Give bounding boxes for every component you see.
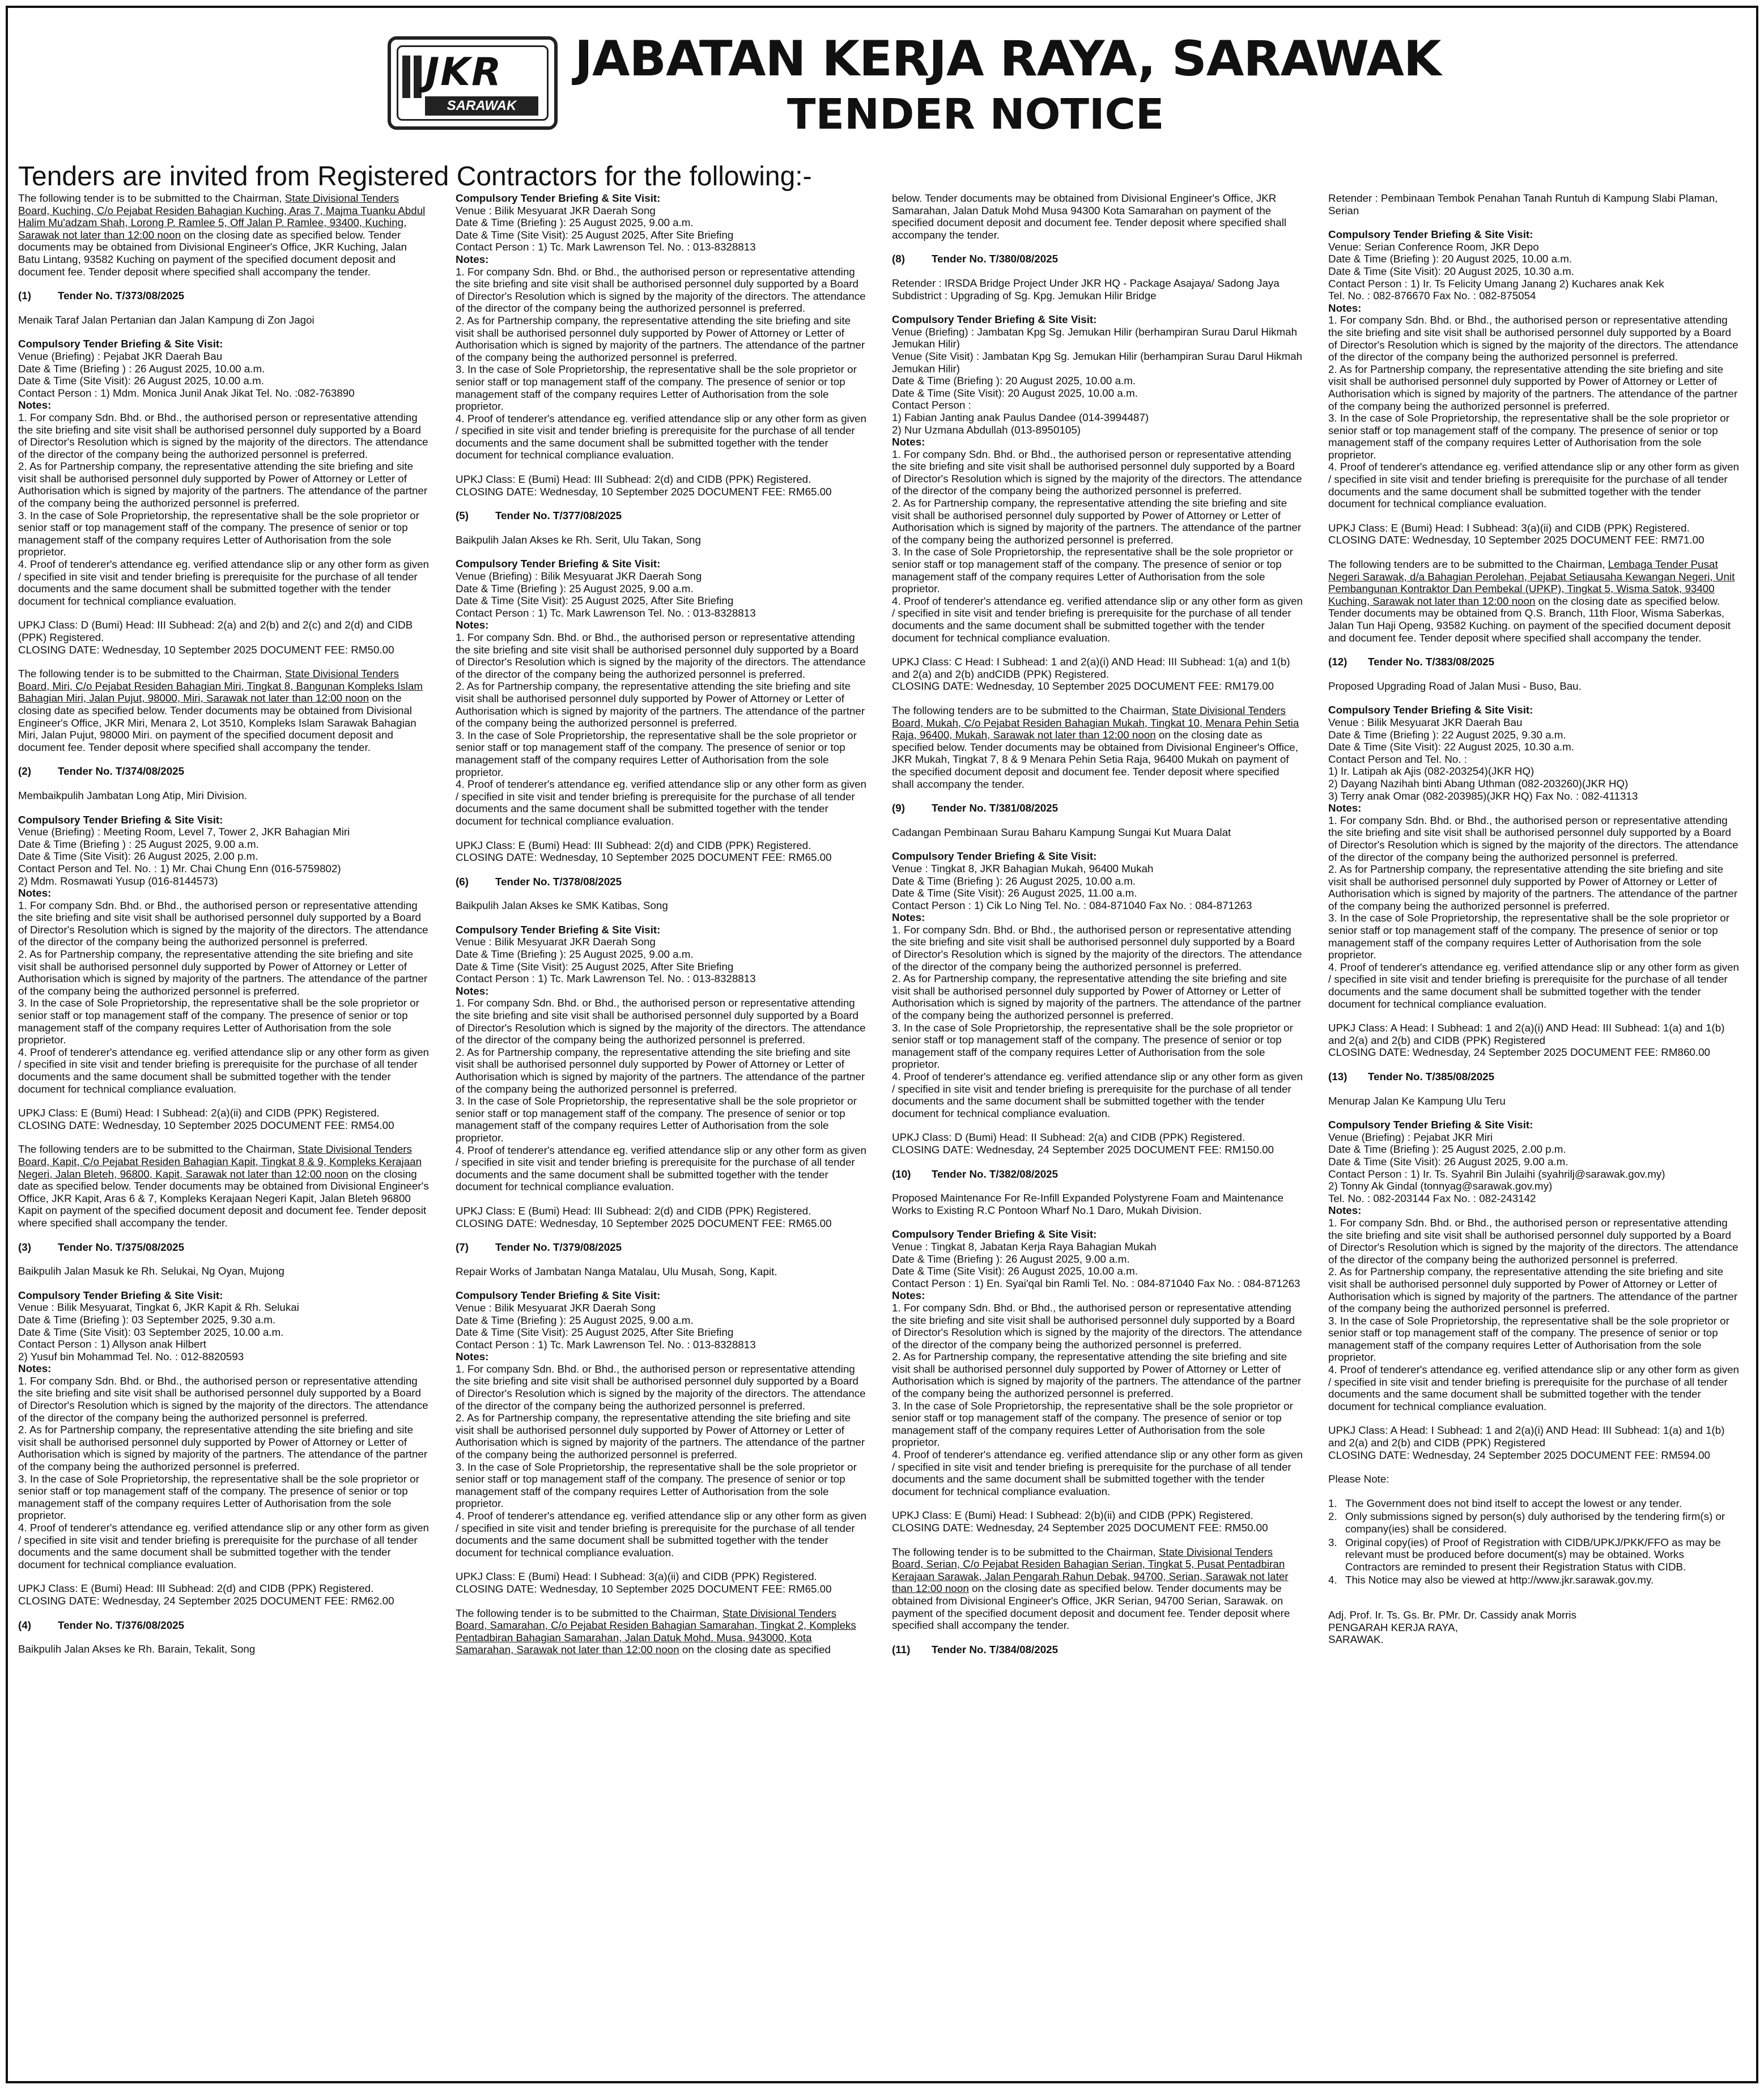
submission-kuching: The following tender is to be submitted to the Chairman, State Divisional Tenders Board, Kuching, C/o Pejabat Residen Bahagian Kuching, Aras 7, Majma Tuanku Abdul Halim Mu'adzam Shah, Lorong P. Ramlee 5, Off Jalan P. Ramlee, 93400, Kuching, Sarawak not later than 12:00 noon on the closing date as specified below. Tender documents may be obtained from Divisional Engineer's Office, JKR Kuching, Jalan Batu Lintang, 93582 Kuching on payment of the specified document deposit and document fee. Tender deposit where specified shall accompany the tender. xyxy=(18,192,426,278)
tender-class: UPKJ Class: A Head: I Subhead: 1 and 2(a)(i) AND Head: III Subhead: 1(a) and 1(b) and 2(a) and 2(b) and CIDB (PPK) Registered CLOSING DATE: Wednesday, 24 September 2025 DOCUMENT FEE: RM860.00 xyxy=(1328,1022,1725,1059)
column-4 xyxy=(1328,192,1739,2079)
tender-title: Baikpulih Jalan Akses ke SMK Katibas, Song xyxy=(456,899,668,912)
tender-class: UPKJ Class: E (Bumi) Head: III Subhead: 2(d) and CIDB (PPK) Registered. CLOSING DATE: Wednesday, 24 September 2025 DOCUMENT FEE: RM62.00 xyxy=(18,1582,394,1607)
jkr-logo xyxy=(388,36,558,130)
tender-title: Retender : Pembinaan Tembok Penahan Tanah Runtuh di Kampung Slabi Plaman, Serian xyxy=(1328,192,1718,216)
tender-class: UPKJ Class: D (Bumi) Head: II Subhead: 2(a) and CIDB (PPK) Registered. CLOSING DATE: Wednesday, 24 September 2025 DOCUMENT FEE: RM150.00 xyxy=(892,1131,1274,1156)
tender-briefing: Compulsory Tender Briefing & Site Visit: Venue : Tingkat 8, JKR Bahagian Mukah, 96400 Mukah Date & Time (Briefing ): 26 August 2025, 10.00 a.m. Date & Time (Site Visit): 26 August 2025, 11.00 a.m. Contact Person : 1) Cik Lo Ning Tel. No. : 084-871040 Fax No. : 084-871263 Notes: 1. For company Sdn. Bhd. or Bhd., the authorised person or representative attending the site briefing and site visit shall be authorised personnel duly supported by a Board of Director's Resolution which is signed by the majority of the directors. The attendance of the director of the company being the authorized personnel is preferred. 2. As for Partnership company, the representative attending the site briefing and site visit shall be authorised personnel duly supported by Power of Attorney or Letter of Authorisation which is signed by majority of the partners. The attendance of the partner of the company being the authorized personnel is preferred. 3. In the case of Sole Proprietorship, the representative shall be the sole proprietor or senior staff or top management staff of the company. The presence of senior or top management staff of the company requires Letter of Authorisation from the sole proprietor. 4. Proof of tenderer's attendance eg. verified attendance slip or any other form as given / specified in site visit and tender briefing is prerequisite for the purchase of all tender documents and the same document shall be submitted together with the tender document for technical compliance evaluation. xyxy=(892,850,1303,1119)
tender-briefing: Compulsory Tender Briefing & Site Visit: Venue (Briefing) : Meeting Room, Level 7, Tower 2, JKR Bahagian Miri Date & Time (Briefing ) : 25 August 2025, 9.00 a.m. Date & Time (Site Visit): 26 August 2025, 2.00 p.m. Contact Person and Tel. No. : 1) Mr. Chai Chung Enn (016-5759802) 2) Mdm. Rosmawati Yusup (016-8144573) Notes: 1. For company Sdn. Bhd. or Bhd., the authorised person or representative attending the site briefing and site visit shall be authorised personnel duly supported by a Board of Director's Resolution which is signed by the majority of the directors. The attendance of the director of the company being the authorized personnel is preferred. 2. As for Partnership company, the representative attending the site briefing and site visit shall be authorised personnel duly supported by Power of Attorney or Letter of Authorisation which is signed by majority of the partners. The attendance of the partner of the company being the authorized personnel is preferred. 3. In the case of Sole Proprietorship, the representative shall be the sole proprietor or senior staff or top management staff of the company. The presence of senior or top management staff of the company requires Letter of Authorisation from the sole proprietor. 4. Proof of tenderer's attendance eg. verified attendance slip or any other form as given / specified in site visit and tender briefing is prerequisite for the purchase of all tender documents and the same document shall be submitted together with the tender document for technical compliance evaluation. xyxy=(18,813,429,1095)
tender-class: UPKJ Class: A Head: I Subhead: 1 and 2(a)(i) AND Head: III Subhead: 1(a) and 1(b) and 2(a) and 2(b) and CIDB (PPK) Registered CLOSING DATE: Wednesday, 24 September 2025 DOCUMENT FEE: RM594.00 xyxy=(1328,1424,1725,1461)
tender-title: Repair Works of Jambatan Nanga Matalau, Ulu Musah, Song, Kapit. xyxy=(456,1265,777,1277)
tender-class: UPKJ Class: E (Bumi) Head: I Subhead: 2(a)(ii) and CIDB (PPK) Registered. CLOSING DATE: Wednesday, 10 September 2025 DOCUMENT FEE: RM54.00 xyxy=(18,1107,394,1131)
tender-number: (12) Tender No. T/383/08/2025 xyxy=(1328,656,1495,668)
submission-miri: The following tender is to be submitted to the Chairman, State Divisional Tenders Board, Miri, C/o Pejabat Residen Bahagian Miri, Tingkat 8, Bangunan Kompleks Islam Bahagian Miri, Jalan Pujut, 98000, Miri, Sarawak not later than 12:00 noon on the closing date as specified below. Tender documents may be obtained from Divisional Engineer's Office, JKR Miri, Menara 2, Lot 3510, Kompleks Islam Sarawak Bahagian Miri, Jalan Pujut, 98000 Miri. on payment of the specified document deposit and document fee. Tender deposit where specified shall accompany the tender. xyxy=(18,668,423,753)
tender-title: Proposed Upgrading Road of Jalan Musi - Buso, Bau. xyxy=(1328,680,1582,692)
tender-title: Proposed Maintenance For Re-Infill Expanded Polystyrene Foam and Maintenance Works to Existing R.C Pontoon Wharf No.1 Daro, Mukah Division. xyxy=(892,1192,1284,1216)
submission-mukah: The following tenders are to be submitted to the Chairman, State Divisional Tenders Board, Mukah, C/o Pejabat Residen Bahagian Mukah, Tingkat 10, Menara Pehin Setia Raja, 96400, Mukah, Sarawak not later than 12:00 noon on the closing date as specified below. Tender documents may be obtained from Divisional Engineer's Office, JKR Mukah, Tingkat 7, 8 & 9 Menara Pehin Setia Raja, 96400 Mukah on payment of the specified document deposit and document fee. Tender deposit where specified shall accompany the tender. xyxy=(892,704,1299,790)
tender-number: (1) Tender No. T/373/08/2025 xyxy=(18,290,185,302)
tender-class: UPKJ Class: E (Bumi) Head: I Subhead: 3(a)(ii) and CIDB (PPK) Registered. CLOSING DATE: Wednesday, 10 September 2025 DOCUMENT FEE: RM71.00 xyxy=(1328,521,1705,546)
tender-briefing: Compulsory Tender Briefing & Site Visit: Venue : Bilik Mesyuarat JKR Daerah Bau Date & Time (Briefing ): 22 August 2025, 9.30 a.m. Date & Time (Site Visit): 22 August 2025, 10.30 a.m. Contact Person and Tel. No. : 1) Ir. Latipah ak Ajis (082-203254)(JKR HQ) 2) Dayang Nazihah binti Abang Uthman (082-203260)(JKR HQ) 3) Terry anak Omar (082-203985)(JKR HQ) Fax No. : 082-411313 Notes: 1. For company Sdn. Bhd. or Bhd., the authorised person or representative attending the site briefing and site visit shall be authorised personnel duly supported by a Board of Director's Resolution which is signed by the majority of the directors. The attendance of the director of the company being the authorized personnel is preferred. 2. As for Partnership company, the representative attending the site briefing and site visit shall be authorised personnel duly supported by Power of Attorney or Letter of Authorisation which is signed by majority of the partners. The attendance of the partner of the company being the authorized personnel is preferred. 3. In the case of Sole Proprietorship, the representative shall be the sole proprietor or senior staff or top management staff of the company. The presence of senior or top management staff of the company requires Letter of Authorisation from the sole proprietor. 4. Proof of tenderer's attendance eg. verified attendance slip or any other form as given / specified in site visit and tender briefing is prerequisite for the purchase of all tender documents and the same document shall be submitted together with the tender document for technical compliance evaluation. xyxy=(1328,704,1739,1010)
submission-kapit: The following tenders are to be submitted to the Chairman, State Divisional Tenders Board, Kapit, C/o Pejabat Residen Bahagian Kapit, Tingkat 8 & 9, Kompleks Kerajaan Negeri, Jalan Bleteh, 96800, Kapit, Sarawak not later than 12:00 noon on the closing date as specified below. Tender documents may be obtained from Divisional Engineer's Office, JKR Kapit, Aras 6 & 7, Kompleks Kerajaan Negeri Kapit, Jalan Bleteh 96800 Kapit on payment of the specified document deposit and document fee. Tender deposit where specified shall accompany the tender. xyxy=(18,1143,429,1229)
org-title: JABATAN KERJA RAYA, SARAWAK xyxy=(575,31,1441,87)
tender-briefing: Compulsory Tender Briefing & Site Visit: Venue : Bilik Mesyuarat, Tingkat 6, JKR Kapit & Rh. Selukai Date & Time (Briefing ): 03 September 2025, 9.30 a.m. Date & Time (Site Visit): 03 September 2025, 10.00 a.m. Contact Person : 1) Allyson anak Hilbert 2) Yusuf bin Mohammad Tel. No. : 012-8820593 Notes: 1. For company Sdn. Bhd. or Bhd., the authorised person or representative attending the site briefing and site visit shall be authorised personnel duly supported by a Board of Director's Resolution which is signed by the majority of the directors. The attendance of the director of the company being the authorized personnel is preferred. 2. As for Partnership company, the representative attending the site briefing and site visit shall be authorised personnel duly supported by Power of Attorney or Letter of Authorisation which is signed by majority of the partners. The attendance of the partner of the company being the authorized personnel is preferred. 3. In the case of Sole Proprietorship, the representative shall be the sole proprietor or senior staff or top management staff of the company. The presence of senior or top management staff of the company requires Letter of Authorisation from the sole proprietor. 4. Proof of tenderer's attendance eg. verified attendance slip or any other form as given / specified in site visit and tender briefing is prerequisite for the purchase of all tender documents and the same document shall be submitted together with the tender document for technical compliance evaluation. xyxy=(18,1289,429,1570)
tender-briefing: Compulsory Tender Briefing & Site Visit: Venue (Briefing) : Pejabat JKR Miri Date & Time (Briefing ): 25 August 2025, 2.00 p.m. Date & Time (Site Visit): 26 August 2025, 9.00 a.m. Contact Person : 1) Ir. Ts. Syahril Bin Julaihi (syahrilj@sarawak.gov.my) 2) Tonny Ak Gindal (tonnyag@sarawak.gov.my) Tel. No. : 082-203144 Fax No. : 082-243142 Notes: 1. For company Sdn. Bhd. or Bhd., the authorised person or representative attending the site briefing and site visit shall be authorised personnel duly supported by a Board of Director's Resolution which is signed by the majority of the directors. The attendance of the director of the company being the authorized personnel is preferred. 2. As for Partnership company, the representative attending the site briefing and site visit shall be authorised personnel duly supported by Power of Attorney or Letter of Authorisation which is signed by majority of the partners. The attendance of the partner of the company being the authorized personnel is preferred. 3. In the case of Sole Proprietorship, the representative shall be the sole proprietor or senior staff or top management staff of the company. The presence of senior or top management staff of the company requires Letter of Authorisation from the sole proprietor. 4. Proof of tenderer's attendance eg. verified attendance slip or any other form as given / specified in site visit and tender briefing is prerequisite for the purchase of all tender documents and the same document shall be submitted together with the tender document for technical compliance evaluation. xyxy=(1328,1119,1739,1412)
tender-briefing: Compulsory Tender Briefing & Site Visit: Venue (Briefing) : Pejabat JKR Daerah Bau Date & Time (Briefing ) : 26 August 2025, 10.00 a.m. Date & Time (Site Visit): 26 August 2025, 10.00 a.m. Contact Person : 1) Mdm. Monica Junil Anak Jikat Tel. No. :082-763890 Notes: 1. For company Sdn. Bhd. or Bhd., the authorised person or representative attending the site briefing and site visit shall be authorised personnel duly supported by a Board of Director's Resolution which is signed by the majority of the directors. The attendance of the director of the company being the authorized personnel is preferred. 2. As for Partnership company, the representative attending the site briefing and site visit shall be authorised personnel duly supported by Power of Attorney or Letter of Authorisation which is signed by majority of the partners. The attendance of the partner of the company being the authorized personnel is preferred. 3. In the case of Sole Proprietorship, the representative shall be the sole proprietor or senior staff or top management staff of the company. The presence of senior or top management staff of the company requires Letter of Authorisation from the sole proprietor. 4. Proof of tenderer's attendance eg. verified attendance slip or any other form as given / specified in site visit and tender briefing is prerequisite for the purchase of all tender documents and the same document shall be submitted together with the tender document for technical compliance evaluation. xyxy=(18,338,429,607)
doc-title: TENDER NOTICE xyxy=(787,90,1164,139)
tender-number: (13) Tender No. T/385/08/2025 xyxy=(1328,1071,1495,1082)
tender-class: UPKJ Class: E (Bumi) Head: I Subhead: 3(a)(ii) and CIDB (PPK) Registered. CLOSING DATE: Wednesday, 10 September 2025 DOCUMENT FEE: RM65.00 xyxy=(456,1570,832,1595)
tender-title: Menurap Jalan Ke Kampung Ulu Teru xyxy=(1328,1094,1506,1107)
tender-briefing: Compulsory Tender Briefing & Site Visit: Venue : Bilik Mesyuarat JKR Daerah Song Date & Time (Briefing ): 25 August 2025, 9.00 a.m. Date & Time (Site Visit): 25 August 2025, After Site Briefing Contact Person : 1) Tc. Mark Lawrenson Tel. No. : 013-8328813 Notes: 1. For company Sdn. Bhd. or Bhd., the authorised person or representative attending the site briefing and site visit shall be authorised personnel duly supported by a Board of Director's Resolution which is signed by the majority of the directors. The attendance of the director of the company being the authorized personnel is preferred. 2. As for Partnership company, the representative attending the site briefing and site visit shall be authorised personnel duly supported by Power of Attorney or Letter of Authorisation which is signed by majority of the partners. The attendance of the partner of the company being the authorized personnel is preferred. 3. In the case of Sole Proprietorship, the representative shall be the sole proprietor or senior staff or top management staff of the company. The presence of senior or top management staff of the company requires Letter of Authorisation from the sole proprietor. 4. Proof of tenderer's attendance eg. verified attendance slip or any other form as given / specified in site visit and tender briefing is prerequisite for the purchase of all tender documents and the same document shall be submitted together with the tender document for technical compliance evaluation. xyxy=(456,192,866,461)
list-item: 3. Original copy(ies) of Proof of Registration with CIDB/UPKJ/PKK/FFO as may be relevant must be produced before document(s) may be obtained. Works Contractors are reminded to present their Registration Status with CIDB. xyxy=(1328,1536,1721,1573)
tender-briefing: Compulsory Tender Briefing & Site Visit: Venue : Tingkat 8, Jabatan Kerja Raya Bahagian Mukah Date & Time (Briefing ): 26 August 2025, 9.00 a.m. Date & Time (Site Visit): 26 August 2025, 10.00 a.m. Contact Person : 1) En. Syai'qal bin Ramli Tel. No. : 084-871040 Fax No. : 084-871263 Notes: 1. For company Sdn. Bhd. or Bhd., the authorised person or representative attending the site briefing and site visit shall be authorised personnel duly supported by a Board of Director's Resolution which is signed by the majority of the directors. The attendance of the director of the company being the authorized personnel is preferred. 2. As for Partnership company, the representative attending the site briefing and site visit shall be authorised personnel duly supported by Power of Attorney or Letter of Authorisation which is signed by majority of the partners. The attendance of the partner of the company being the authorized personnel is preferred. 3. In the case of Sole Proprietorship, the representative shall be the sole proprietor or senior staff or top management staff of the company. The presence of senior or top management staff of the company requires Letter of Authorisation from the sole proprietor. 4. Proof of tenderer's attendance eg. verified attendance slip or any other form as given / specified in site visit and tender briefing is prerequisite for the purchase of all tender documents and the same document shall be submitted together with the tender document for technical compliance evaluation. xyxy=(892,1228,1303,1497)
tender-class: UPKJ Class: E (Bumi) Head: III Subhead: 2(d) and CIDB (PPK) Registered. CLOSING DATE: Wednesday, 10 September 2025 DOCUMENT FEE: RM65.00 xyxy=(456,473,832,498)
tender-number: (9) Tender No. T/381/08/2025 xyxy=(892,802,1059,814)
submission-serian: The following tender is to be submitted to the Chairman, State Divisional Tenders Board, Serian, C/o Pejabat Residen Bahagian Serian, Tingkat 5, Pusat Pentadbiran Kerajaan Sarawak, Jalan Pengarah Rahun Debak, 94700, Serian, Sarawak not later than 12:00 noon on the closing date as specified below. Tender documents may be obtained from Divisional Engineer's Office, JKR Serian, 94700 Serian, Sarawak. on payment of the specified document deposit and document fee. Tender deposit where specified shall accompany the tender. xyxy=(892,1545,1290,1632)
notice-frame xyxy=(6,6,1758,2083)
tender-number: (4) Tender No. T/376/08/2025 xyxy=(18,1619,185,1631)
logo-bar xyxy=(414,56,422,98)
tender-briefing: Compulsory Tender Briefing & Site Visit: Venue (Briefing) : Jambatan Kpg Sg. Jemukan Hilir (berhampiran Surau Darul Hikmah Jemukan Hilir) Venue (Site Visit) : Jambatan Kpg Sg. Jemukan Hilir (berhampiran Surau Darul Hikmah Jemukan Hilir) Date & Time (Briefing ): 20 August 2025, 10.00 a.m. Date & Time (Site Visit): 20 August 2025, 10.00 a.m. Contact Person : 1) Fabian Janting anak Paulus Dandee (014-3994487) 2) Nur Uzmana Abdullah (013-8950105) Notes: 1. For company Sdn. Bhd. or Bhd., the authorised person or representative attending the site briefing and site visit shall be authorised personnel duly supported by a Board of Director's Resolution which is signed by the majority of the directors. The attendance of the director of the company being the authorized personnel is preferred. 2. As for Partnership company, the representative attending the site briefing and site visit shall be authorised personnel duly supported by Power of Attorney or Letter of Authorisation which is signed by majority of the partners. The attendance of the partner of the company being the authorized personnel is preferred. 3. In the case of Sole Proprietorship, the representative shall be the sole proprietor or senior staff or top management staff of the company. The presence of senior or top management staff of the company requires Letter of Authorisation from the sole proprietor. 4. Proof of tenderer's attendance eg. verified attendance slip or any other form as given / specified in site visit and tender briefing is prerequisite for the purchase of all tender documents and the same document shall be submitted together with the tender document for technical compliance evaluation. xyxy=(892,313,1303,644)
please-note xyxy=(1328,1473,1739,1586)
tender-class: UPKJ Class: E (Bumi) Head: I Subhead: 2(b)(ii) and CIDB (PPK) Registered. CLOSING DATE: Wednesday, 24 September 2025 DOCUMENT FEE: RM50.00 xyxy=(892,1509,1268,1534)
tender-number: (11) Tender No. T/384/08/2025 xyxy=(892,1643,1059,1655)
header xyxy=(8,8,1756,150)
tender-number: (3) Tender No. T/375/08/2025 xyxy=(18,1241,185,1253)
logo-bar xyxy=(402,56,410,98)
tender-class: UPKJ Class: E (Bumi) Head: III Subhead: 2(d) and CIDB (PPK) Registered. CLOSING DATE: Wednesday, 10 September 2025 DOCUMENT FEE: RM65.00 xyxy=(456,839,832,864)
tender-number: (6) Tender No. T/378/08/2025 xyxy=(456,875,622,888)
tender-title: Membaikpulih Jambatan Long Atip, Miri Division. xyxy=(18,789,247,801)
submission-lembaga: The following tenders are to be submitted to the Chairman, Lembaga Tender Pusat Negeri Sarawak, d/a Bahagian Perolehan, Pejabat Setiausaha Kewangan Negeri, Unit Pembangunan Kontraktor Dan Pembekal (UPKP), Tingkat 5, Wisma Satok, 93400 Kuching, Sarawak not later than 12:00 noon on the closing date as specified below. Tender documents may be obtained from Q.S. Branch, 11th Floor, Wisma Saberkas, Jalan Tun Haji Openg, 93582 Kuching. on payment of the specified document deposit and document fee. Tender deposit where specified shall accompany the tender. xyxy=(1328,558,1735,644)
submission-samarahan-cont: below. Tender documents may be obtained from Divisional Engineer's Office, JKR Samarahan, Jalan Datuk Mohd Musa 94300 Kota Samarahan on payment of the specified document deposit and document fee. Tender deposit where specified shall accompany the tender. xyxy=(892,192,1287,241)
tender-title: Cadangan Pembinaan Surau Baharu Kampung Sungai Kut Muara Dalat xyxy=(892,826,1231,838)
column-3 xyxy=(892,192,1303,2079)
list-item: 4. This Notice may also be viewed at http://www.jkr.sarawak.gov.my. xyxy=(1328,1574,1654,1586)
tender-title: Baikpulih Jalan Masuk ke Rh. Selukai, Ng Oyan, Mujong xyxy=(18,1265,284,1277)
tender-title: Baikpulih Jalan Akses ke Rh. Serit, Ulu Takan, Song xyxy=(456,533,701,546)
intro-line: Tenders are invited from Registered Contractors for the following:- xyxy=(18,162,812,192)
logo-text: JKR xyxy=(425,50,503,95)
please-note-list xyxy=(1328,1497,1739,1586)
tender-title: Baikpulih Jalan Akses ke Rh. Barain, Tekalit, Song xyxy=(18,1643,256,1655)
tender-number: (8) Tender No. T/380/08/2025 xyxy=(892,253,1059,265)
logo-sub: SARAWAK xyxy=(425,96,538,116)
list-item: 1. The Government does not bind itself to accept the lowest or any tender. xyxy=(1328,1497,1682,1509)
tender-class: UPKJ Class: D (Bumi) Head: III Subhead: 2(a) and 2(b) and 2(c) and 2(d) and CIDB (PPK) Registered. CLOSING DATE: Wednesday, 10 September 2025 DOCUMENT FEE: RM50.00 xyxy=(18,619,413,656)
list-item: 2. Only submissions signed by person(s) duly authorised by the tendering firm(s) or company(ies) shall be considered. xyxy=(1328,1510,1725,1535)
tender-class: UPKJ Class: C Head: I Subhead: 1 and 2(a)(i) AND Head: III Subhead: 1(a) and 1(b) and 2(a) and 2(b) andCIDB (PPK) Registered. CLOSING DATE: Wednesday, 10 September 2025 DOCUMENT FEE: RM179.00 xyxy=(892,656,1290,693)
submission-samarahan: The following tender is to be submitted to the Chairman, State Divisional Tenders Board, Samarahan, C/o Pejabat Residen Bahagian Samarahan, Tingkat 2, Kompleks Pentadbiran Bahagian Samarahan, Jalan Datuk Mohd. Musa, 943000, Kota Samarahan, Sarawak not later than 12:00 noon on the closing date as specified xyxy=(456,1607,856,1656)
tender-number: (2) Tender No. T/374/08/2025 xyxy=(18,765,185,778)
signature-block: Adj. Prof. Ir. Ts. Gs. Br. PMr. Dr. Cassidy anak Morris PENGARAH KERJA RAYA, SARAWAK. xyxy=(1328,1608,1576,1646)
column-1 xyxy=(18,192,429,2079)
column-2 xyxy=(456,192,866,2079)
tender-briefing: Compulsory Tender Briefing & Site Visit: Venue (Briefing) : Bilik Mesyuarat JKR Daerah Song Date & Time (Briefing ): 25 August 2025, 9.00 a.m. Date & Time (Site Visit): 25 August 2025, After Site Briefing Contact Person : 1) Tc. Mark Lawrenson Tel. No. : 013-8328813 Notes: 1. For company Sdn. Bhd. or Bhd., the authorised person or representative attending the site briefing and site visit shall be authorised personnel duly supported by a Board of Director's Resolution which is signed by the majority of the directors. The attendance of the director of the company being the authorized personnel is preferred. 2. As for Partnership company, the representative attending the site briefing and site visit shall be authorised personnel duly supported by Power of Attorney or Letter of Authorisation which is signed by majority of the partners. The attendance of the partner of the company being the authorized personnel is preferred. 3. In the case of Sole Proprietorship, the representative shall be the sole proprietor or senior staff or top management staff of the company. The presence of senior or top management staff of the company requires Letter of Authorisation from the sole proprietor. 4. Proof of tenderer's attendance eg. verified attendance slip or any other form as given / specified in site visit and tender briefing is prerequisite for the purchase of all tender documents and the same document shall be submitted together with the tender document for technical compliance evaluation. xyxy=(456,558,866,827)
tender-title: Retender : IRSDA Bridge Project Under JKR HQ - Package Asajaya/ Sadong Jaya Subdistrict : Upgrading of Sg. Kpg. Jemukan Hilir Bridge xyxy=(892,277,1280,302)
tender-number: (10) Tender No. T/382/08/2025 xyxy=(892,1167,1059,1180)
tender-briefing: Compulsory Tender Briefing & Site Visit: Venue : Bilik Mesyuarat JKR Daerah Song Date & Time (Briefing ): 25 August 2025, 9.00 a.m. Date & Time (Site Visit): 25 August 2025, After Site Briefing Contact Person : 1) Tc. Mark Lawrenson Tel. No. : 013-8328813 Notes: 1. For company Sdn. Bhd. or Bhd., the authorised person or representative attending the site briefing and site visit shall be authorised personnel duly supported by a Board of Director's Resolution which is signed by the majority of the directors. The attendance of the director of the company being the authorized personnel is preferred. 2. As for Partnership company, the representative attending the site briefing and site visit shall be authorised personnel duly supported by Power of Attorney or Letter of Authorisation which is signed by majority of the partners. The attendance of the partner of the company being the authorized personnel is preferred. 3. In the case of Sole Proprietorship, the representative shall be the sole proprietor or senior staff or top management staff of the company. The presence of senior or top management staff of the company requires Letter of Authorisation from the sole proprietor. 4. Proof of tenderer's attendance eg. verified attendance slip or any other form as given / specified in site visit and tender briefing is prerequisite for the purchase of all tender documents and the same document shall be submitted together with the tender document for technical compliance evaluation. xyxy=(456,1289,866,1559)
tender-number: (7) Tender No. T/379/08/2025 xyxy=(456,1241,622,1254)
tender-briefing: Compulsory Tender Briefing & Site Visit: Venue : Bilik Mesyuarat JKR Daerah Song Date & Time (Briefing ): 25 August 2025, 9.00 a.m. Date & Time (Site Visit): 25 August 2025, After Site Briefing Contact Person : 1) Tc. Mark Lawrenson Tel. No. : 013-8328813 Notes: 1. For company Sdn. Bhd. or Bhd., the authorised person or representative attending the site briefing and site visit shall be authorised personnel duly supported by a Board of Director's Resolution which is signed by the majority of the directors. The attendance of the director of the company being the authorized personnel is preferred. 2. As for Partnership company, the representative attending the site briefing and site visit shall be authorised personnel duly supported by Power of Attorney or Letter of Authorisation which is signed by majority of the partners. The attendance of the partner of the company being the authorized personnel is preferred. 3. In the case of Sole Proprietorship, the representative shall be the sole proprietor or senior staff or top management staff of the company. The presence of senior or top management staff of the company requires Letter of Authorisation from the sole proprietor. 4. Proof of tenderer's attendance eg. verified attendance slip or any other form as given / specified in site visit and tender briefing is prerequisite for the purchase of all tender documents and the same document shall be submitted together with the tender document for technical compliance evaluation. xyxy=(456,923,866,1193)
tender-number: (5) Tender No. T/377/08/2025 xyxy=(456,509,622,522)
tender-title: Menaik Taraf Jalan Pertanian dan Jalan Kampung di Zon Jagoi xyxy=(18,313,314,326)
tender-briefing: Compulsory Tender Briefing & Site Visit: Venue: Serian Conference Room, JKR Depo Date & Time (Briefing ): 20 August 2025, 10.00 a.m. Date & Time (Site Visit): 20 August 2025, 10.30 a.m. Contact Person : 1) Ir. Ts Felicity Umang Janang 2) Kuchares anak Kek Tel. No. : 082-876670 Fax No. : 082-875054 Notes: 1. For company Sdn. Bhd. or Bhd., the authorised person or representative attending the site briefing and site visit shall be authorised personnel duly supported by a Board of Director's Resolution which is signed by the majority of the directors. The attendance of the director of the company being the authorized personnel is preferred. 2. As for Partnership company, the representative attending the site briefing and site visit shall be authorised personnel duly supported by Power of Attorney or Letter of Authorisation which is signed by majority of the partners. The attendance of the partner of the company being the authorized personnel is preferred. 3. In the case of Sole Proprietorship, the representative shall be the sole proprietor or senior staff or top management staff of the company. The presence of senior or top management staff of the company requires Letter of Authorisation from the sole proprietor. 4. Proof of tenderer's attendance eg. verified attendance slip or any other form as given / specified in site visit and tender briefing is prerequisite for the purchase of all tender documents and the same document shall be submitted together with the tender document for technical compliance evaluation. xyxy=(1328,228,1739,510)
tender-class: UPKJ Class: E (Bumi) Head: III Subhead: 2(d) and CIDB (PPK) Registered. CLOSING DATE: Wednesday, 10 September 2025 DOCUMENT FEE: RM65.00 xyxy=(456,1204,832,1229)
please-note-heading: Please Note: xyxy=(1328,1473,1389,1485)
